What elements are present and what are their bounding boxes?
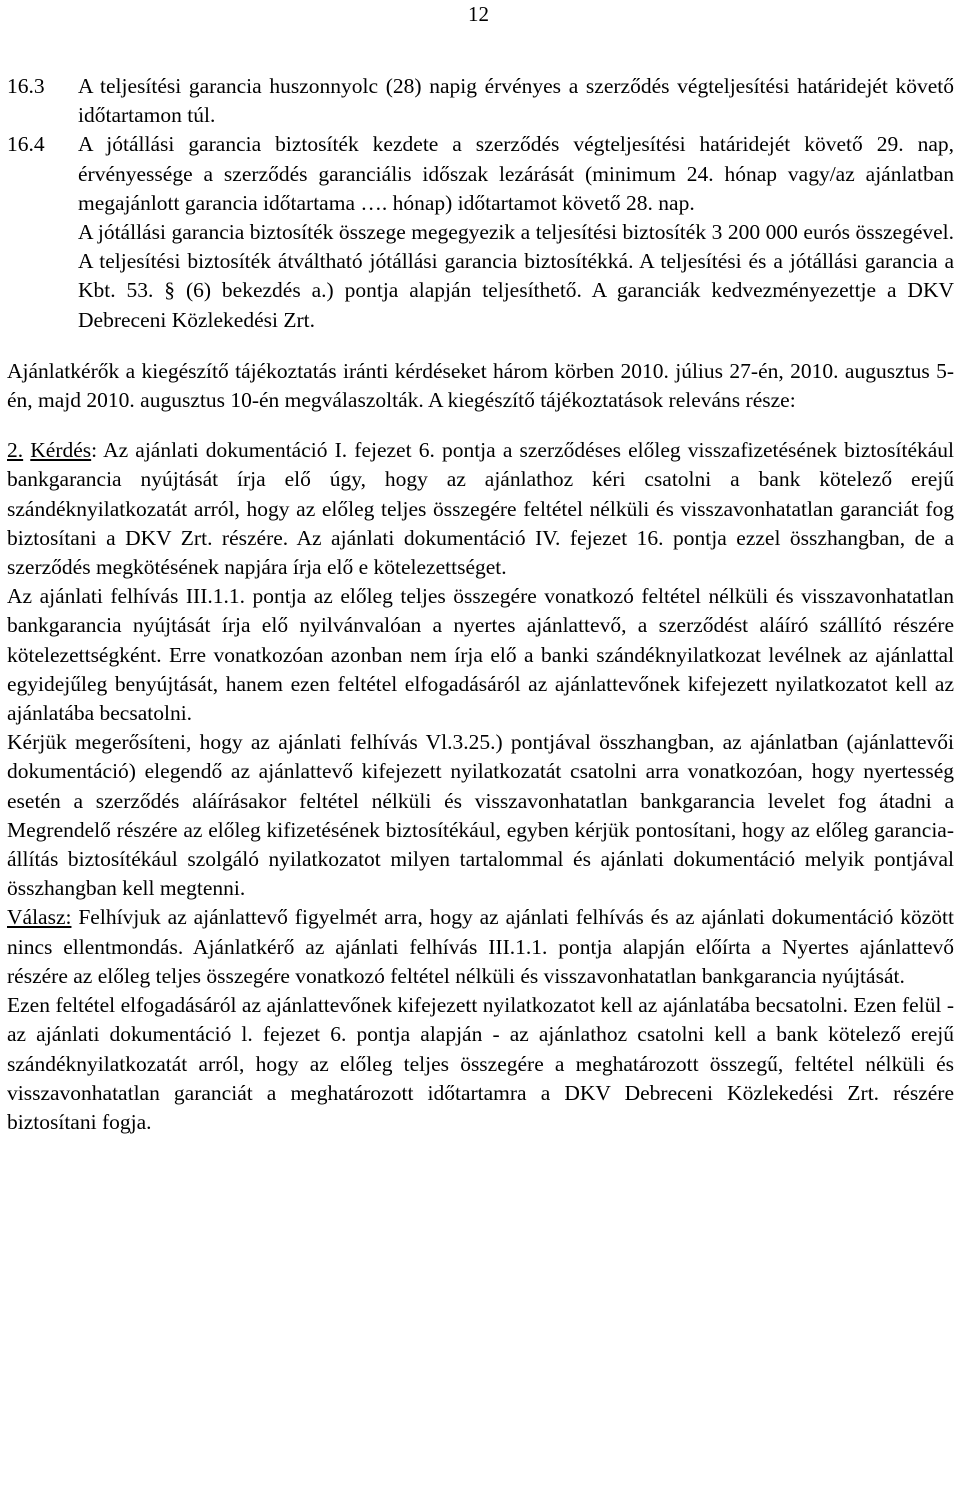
- page-number: 12: [468, 2, 489, 26]
- item-number: 16.4: [7, 132, 45, 157]
- item-text: A jótállási garancia biztosíték kezdete a szerződés végteljesítési határidejét követő 29. nap, érvényessége a szerződés garanciális időszak lezárását (minimum 24. hónap vagy/az ajánlatban megajánlott garancia időtartama …. hónap) időtartamot követő 28. nap.: [78, 132, 954, 215]
- item-text: A teljesítési garancia huszonnyolc (28) napig érvényes a szerződés végteljesítési határidejét követő időtartamon túl.: [78, 74, 954, 128]
- question-paragraph: [7, 436, 954, 582]
- question-text: Az ajánlati dokumentáció I. fejezet 6. pontja a szerződéses előleg visszafizetésének biztosítékául bankgarancia nyújtását írja elő úgy, hogy az ajánlathoz kéri csatolni a bank kötelező erejű szándéknyilatkozatát arról, hogy az előleg teljes összegére feltétel nélküli és visszavonhatatlan garanciát fog biztosítani a DKV Zrt. részére. Az ajánlati dokumentáció IV. fejezet 16. pontja ezzel összhangban, de a szerződés megkötésének napjára írja elő e kötelezettséget.: [7, 438, 954, 580]
- question-separator: :: [91, 438, 98, 463]
- answer-text: Felhívjuk az ajánlattevő figyelmét arra, hogy az ajánlati felhívás és az ajánlati dokumentáció között nincs ellentmondás. Ajánlatkérő az ajánlati felhívás III.1.1. pontja alapján előírta a Nyertes ajánlattevő részére az előleg teljes összegére vonatkozó feltétel nélküli és visszavonhatatlan bankgarancia nyújtását.: [7, 905, 954, 988]
- answer-label: Válasz:: [7, 905, 72, 930]
- question-paragraph: Kérjük megerősíteni, hogy az ajánlati felhívás Vl.3.25.) pontjával összhangban, az ajánlatban (ajánlattevői dokumentáció) elegendő az ajánlattevő kifejezett nyilatkozatát csatolni arra vonatkozóan, hogy nyertesség esetén a szerződés aláírásakor feltétel nélküli és visszavonhatatlan bankgarancia levelet fog átadni a Megrendelő részére az előleg kifizetésének biztosítékául, egyben kérjük pontosítani, hogy az előleg garancia-állítás biztosítékául szolgáló nyilatkozatot milyen tartalommal és ajánlati dokumentáció melyik pontjával összhangban kell megtenni.: [7, 730, 954, 901]
- answer-paragraph: [7, 903, 954, 991]
- intro-paragraph: Ajánlatkérők a kiegészítő tájékoztatás iránti kérdéseket három körben 2010. július 27-én, 2010. augusztus 5-én, majd 2010. augusztus 10-én megválaszolták. A kiegészítő tájékoztatások releváns része:: [7, 358, 954, 413]
- question-paragraph: Az ajánlati felhívás III.1.1. pontja az előleg teljes összegére vonatkozó feltétel nélküli és visszavonhatatlan bankgarancia nyújtását írja elő nyilvánvalóan a nyertes ajánlattevő, a szerződést aláíró szállító részére kötelezettségként. Erre vonatkozóan azonban nem írja elő a banki szándéknyilatkozat levélnek az ajánlattal egyidejűleg benyújtását, hanem ezen feltétel elfogadásáról az ajánlattevőnek kifejezett nyilatkozatot kell az ajánlatába becsatolni.: [7, 584, 954, 726]
- item-number: 16.3: [7, 74, 45, 98]
- answer-paragraph: Ezen feltétel elfogadásáról az ajánlattevőnek kifejezett nyilatkozatot kell az ajánlatába becsatolni. Ezen felül - az ajánlati dokumentáció l. fejezet 6. pontja alapján - az ajánlathoz csatolni kell a bank kötelező erejű szándéknyilatkozatát arról, hogy az előleg teljes összegére a meghatározott összegű, feltétel nélküli és visszavonhatatlan garanciát a meghatározott időtartamra a DKV Debreceni Közlekedési Zrt. részére biztosítani fogja.: [7, 993, 954, 1134]
- list-item: [7, 72, 954, 130]
- document-body: [7, 72, 954, 1137]
- question-number: 2.: [7, 438, 24, 463]
- question-label: Kérdés: [30, 438, 92, 463]
- list-item: [7, 130, 954, 218]
- item-continuation: A jótállási garancia biztosíték összege megegyezik a teljesítési biztosíték 3 200 000 eurós összegével. A teljesítési biztosíték átváltható jótállási garancia biztosítékká. A teljesítési és a jótállási garancia a Kbt. 53. § (6) bekezdés a.) pontja alapján teljesíthető. A garanciák kedvezményezettje a DKV Debreceni Közlekedési Zrt.: [78, 220, 954, 332]
